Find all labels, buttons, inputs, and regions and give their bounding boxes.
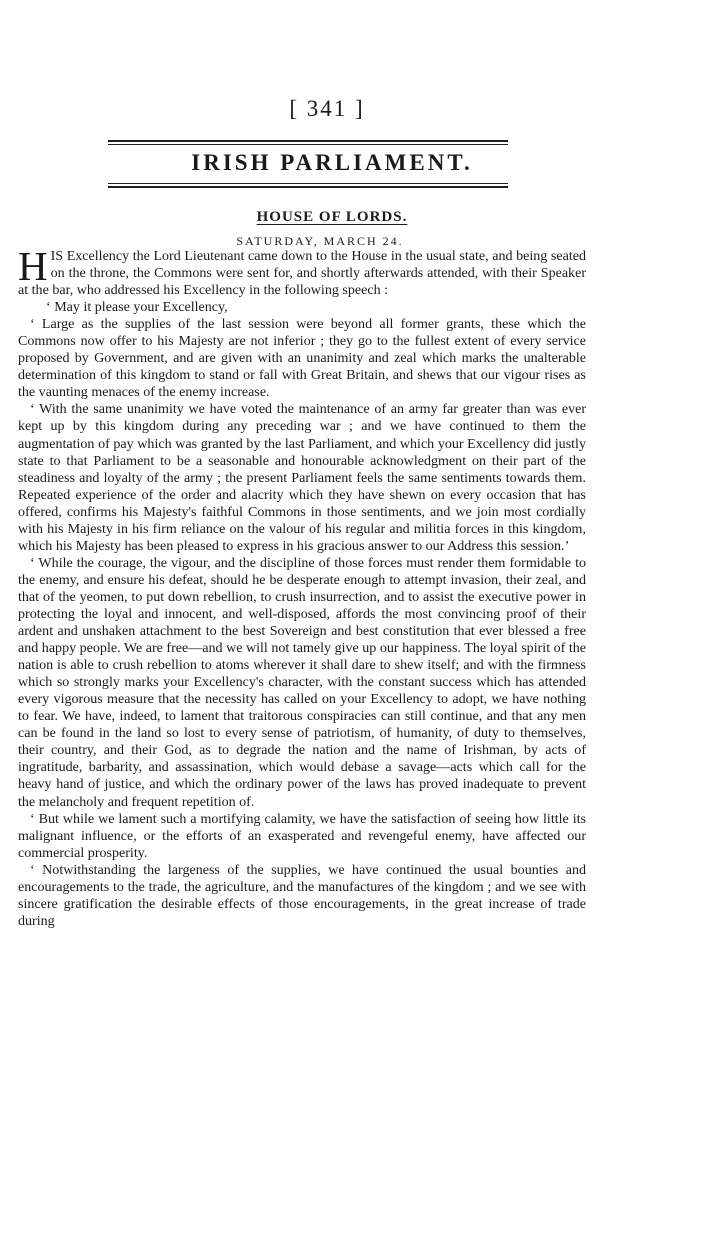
paragraph: ‘ While the courage, the vigour, and the discipline of those forces must render them formidable to the enemy, and ensure his defeat, should he be desperate enough to attempt invasion, their zeal, and that of the yeomen, to put down rebellion, to crush insurrection, and to assist the executive power in protecting the loyal and innocent, and well-disposed, affords the most convincing proof of their ardent and unshaken attachment to the best Sovereign and best constitution that ever blessed a free and happy people. We are free—and we will not tamely give up our happiness. The loyal spirit of the nation is able to crush rebellion to atoms wherever it shall dare to shew itself; and with the firmness which so strongly marks your Excellency's character, with the constant success which has attended every vigorous measure that the necessity has called on your Excellency to adopt, we have nothing to fear. We have, indeed, to lament that traitorous conspiracies can still continue, and that any men can be found in the land so lost to every sense of patriotism, of humanity, of duty to themselves, their country, and their God, as to degrade the nation and the name of Irishman, by acts of ingratitude, barbarity, and assassination, which would debase a savage—acts which call for the heavy hand of justice, and which the ordinary power of the laws has proved inadequate to prevent the melancholy and frequent repetition of. bbox=[18, 554, 586, 810]
title-rule-top bbox=[108, 140, 508, 145]
paragraph: ‘ Large as the supplies of the last session were beyond all former grants, these which the Commons now offer to his Majesty are not inferior ; they go to the fullest extent of every service proposed by Government, and are given with an unanimity and zeal which marks the unalterable determination of this kingdom to stand or fall with Great Britain, and shews that our vigour rises as the vaunting menaces of the enemy increase. bbox=[18, 316, 586, 401]
title-rule-bottom bbox=[108, 183, 508, 188]
body-text bbox=[18, 243, 586, 930]
section-title: IRISH PARLIAMENT. bbox=[191, 150, 473, 175]
document-page bbox=[18, 92, 586, 930]
subtitle: HOUSE OF LORDS. bbox=[256, 209, 408, 225]
opening-paragraph bbox=[18, 243, 586, 299]
drop-cap: H bbox=[18, 243, 48, 289]
paragraph: ‘ Notwithstanding the largeness of the supplies, we have continued the usual bounties and encouragements to the trade, the agriculture, and the manufactures of the kingdom ; and we see with sincere gratification the desirable effects of those encouragements, in the great increase of trade during bbox=[18, 861, 586, 929]
paragraph: ‘ With the same unanimity we have voted the maintenance of an army far greater than was ever kept up by this kingdom during any preceding war ; and we have continued to them the augmentation of pay which was granted by the last Parliament, and which your Excellency did justly state to that Parliament to be a seasonable and honourable acknowledgment on their part of the steadiness and loyalty of the army ; the present Parliament feels the same sentiments towards them. Repeated experience of the order and alacrity which they have shewn on every occasion that has offered, confirms his Majesty's faithful Commons in those sentiments, and we join most cordially with his Majesty in his firm reliance on the valour of his regular and militia forces in this kingdom, which his Majesty has been pleased to express in his gracious answer to our Address this session.’ bbox=[18, 401, 586, 554]
dateline: SATURDAY, MARCH 24. bbox=[236, 234, 404, 248]
salutation: ‘ May it please your Excellency, bbox=[46, 299, 228, 316]
page-number: [ 341 ] bbox=[289, 96, 365, 121]
opening-text: IS Excellency the Lord Lieutenant came down to the House in the usual state, and being seated on the throne, the Commons were sent for, and shortly afterwards attended, with their Speaker at the bar, who addressed his Excellency in the following speech : bbox=[18, 248, 586, 299]
paragraph: ‘ But while we lament such a mortifying calamity, we have the satisfaction of seeing how little its malignant influence, or the efforts of an exasperated and revengeful enemy, have affected our commercial prosperity. bbox=[18, 810, 586, 861]
